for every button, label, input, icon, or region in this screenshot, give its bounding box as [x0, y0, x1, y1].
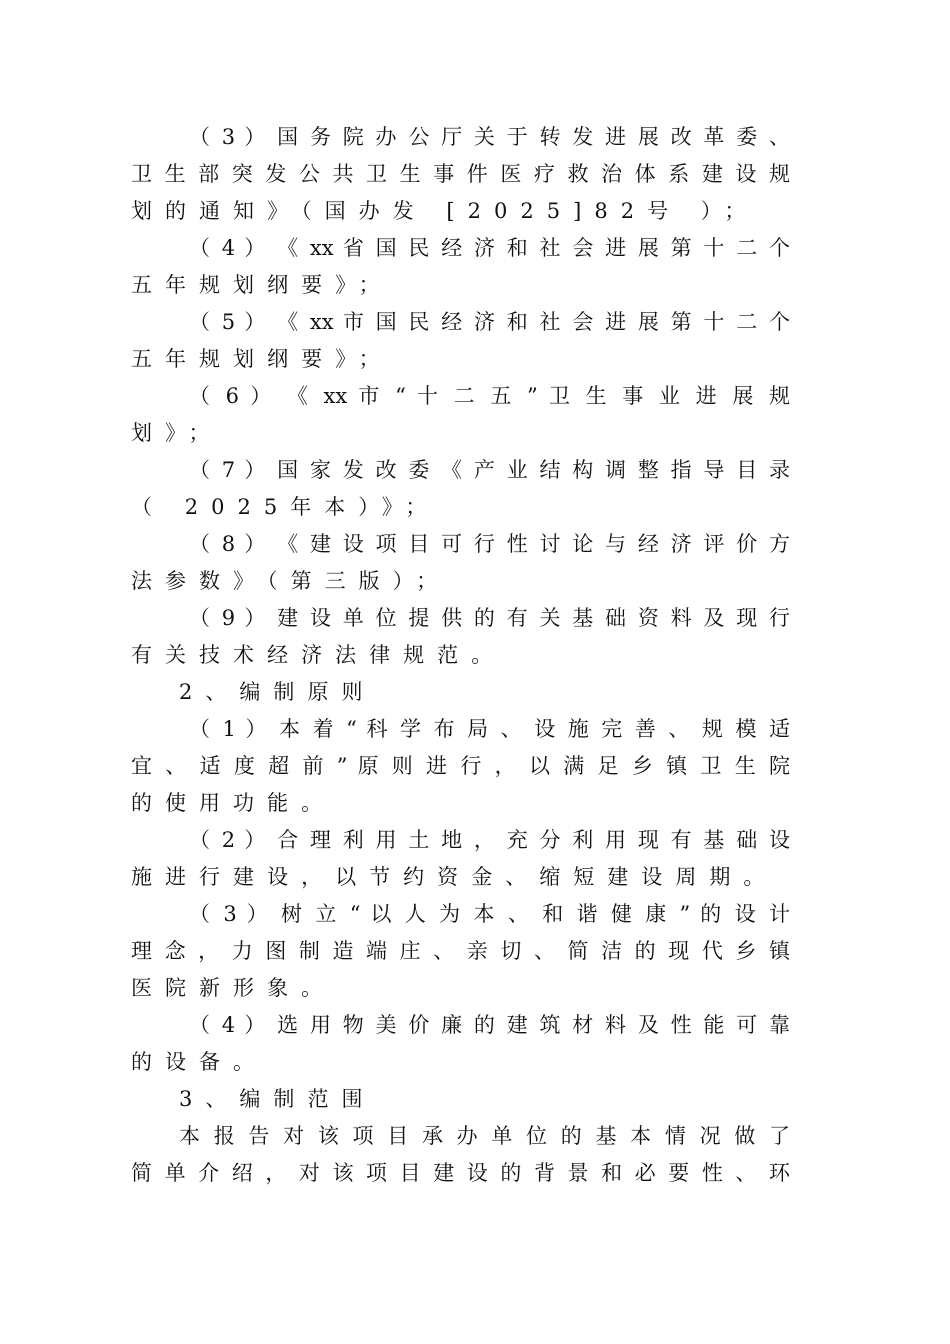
paragraph-line: （ 6 ） 《 xx 市 “ 十 二 五 ” 卫 生 事 业 进 展 规 [189, 384, 790, 408]
paragraph-line: 有关技术经济法律规范。 [131, 643, 506, 667]
paragraph-line: （ 3 ） 国 务 院 办 公 厅 关 于 转 发 进 展 改 革 委 、 [189, 125, 790, 149]
paragraph-line: 宜 、 适 度 超 前 ” 原 则 进 行 ， 以 满 足 乡 镇 卫 生 院 [131, 754, 790, 778]
paragraph-line: 本 报 告 对 该 项 目 承 办 单 位 的 基 本 情 况 做 了 [179, 1124, 790, 1148]
paragraph-line: （ 8 ） 《 建 设 项 目 可 行 性 讨 论 与 经 济 评 价 方 [189, 532, 790, 556]
paragraph-line: （ 9 ） 建 设 单 位 提 供 的 有 关 基 础 资 料 及 现 行 [189, 606, 790, 630]
paragraph-line: （ 4 ） 选 用 物 美 价 廉 的 建 筑 材 料 及 性 能 可 靠 [189, 1013, 790, 1037]
paragraph-line: 的使用功能。 [131, 791, 336, 815]
paragraph-line: 简 单 介 绍 ， 对 该 项 目 建 设 的 背 景 和 必 要 性 、 环 [131, 1161, 790, 1185]
paragraph-line: （ 2 ） 合 理 利 用 土 地 ， 充 分 利 用 现 有 基 础 设 [189, 828, 790, 852]
paragraph-line: 卫 生 部 突 发 公 共 卫 生 事 件 医 疗 救 治 体 系 建 设 规 [131, 162, 790, 186]
paragraph-line: 医院新形象。 [131, 976, 336, 1000]
paragraph-line: （ 4 ） 《 xx 省 国 民 经 济 和 社 会 进 展 第 十 二 个 [189, 236, 790, 260]
paragraph-line: （ 2025年本）》； [131, 495, 440, 519]
paragraph-line: 划》； [131, 421, 223, 445]
paragraph-line: （ 5 ） 《 xx 市 国 民 经 济 和 社 会 进 展 第 十 二 个 [189, 310, 790, 334]
paragraph-line: （ 7 ） 国 家 发 改 委 《 产 业 结 构 调 整 指 导 目 录 [189, 458, 790, 482]
paragraph-line: 理 念 ， 力 图 制 造 端 庄 、 亲 切 、 简 洁 的 现 代 乡 镇 [131, 939, 790, 963]
paragraph-line: 五年规划纲要》； [131, 273, 393, 297]
paragraph-line: 法参数》（第三版）； [131, 569, 451, 593]
paragraph-line: 五年规划纲要》； [131, 347, 393, 371]
section-heading: 3、编制范围 [179, 1087, 376, 1111]
section-heading: 2、编制原则 [179, 680, 376, 704]
paragraph-line: （ 3 ） 树 立 “ 以 人 为 本 、 和 谐 健 康 ” 的 设 计 [189, 902, 790, 926]
paragraph-line: 的设备。 [131, 1050, 268, 1074]
paragraph-line: 施进行建设，以节约资金、缩短建设周期。 [131, 865, 778, 889]
paragraph-line: （ 1 ） 本 着 “ 科 学 布 局 、 设 施 完 善 、 规 模 适 [189, 717, 790, 741]
paragraph-line: 划的通知》（国办发 [2025]82号 ）； [131, 199, 759, 223]
